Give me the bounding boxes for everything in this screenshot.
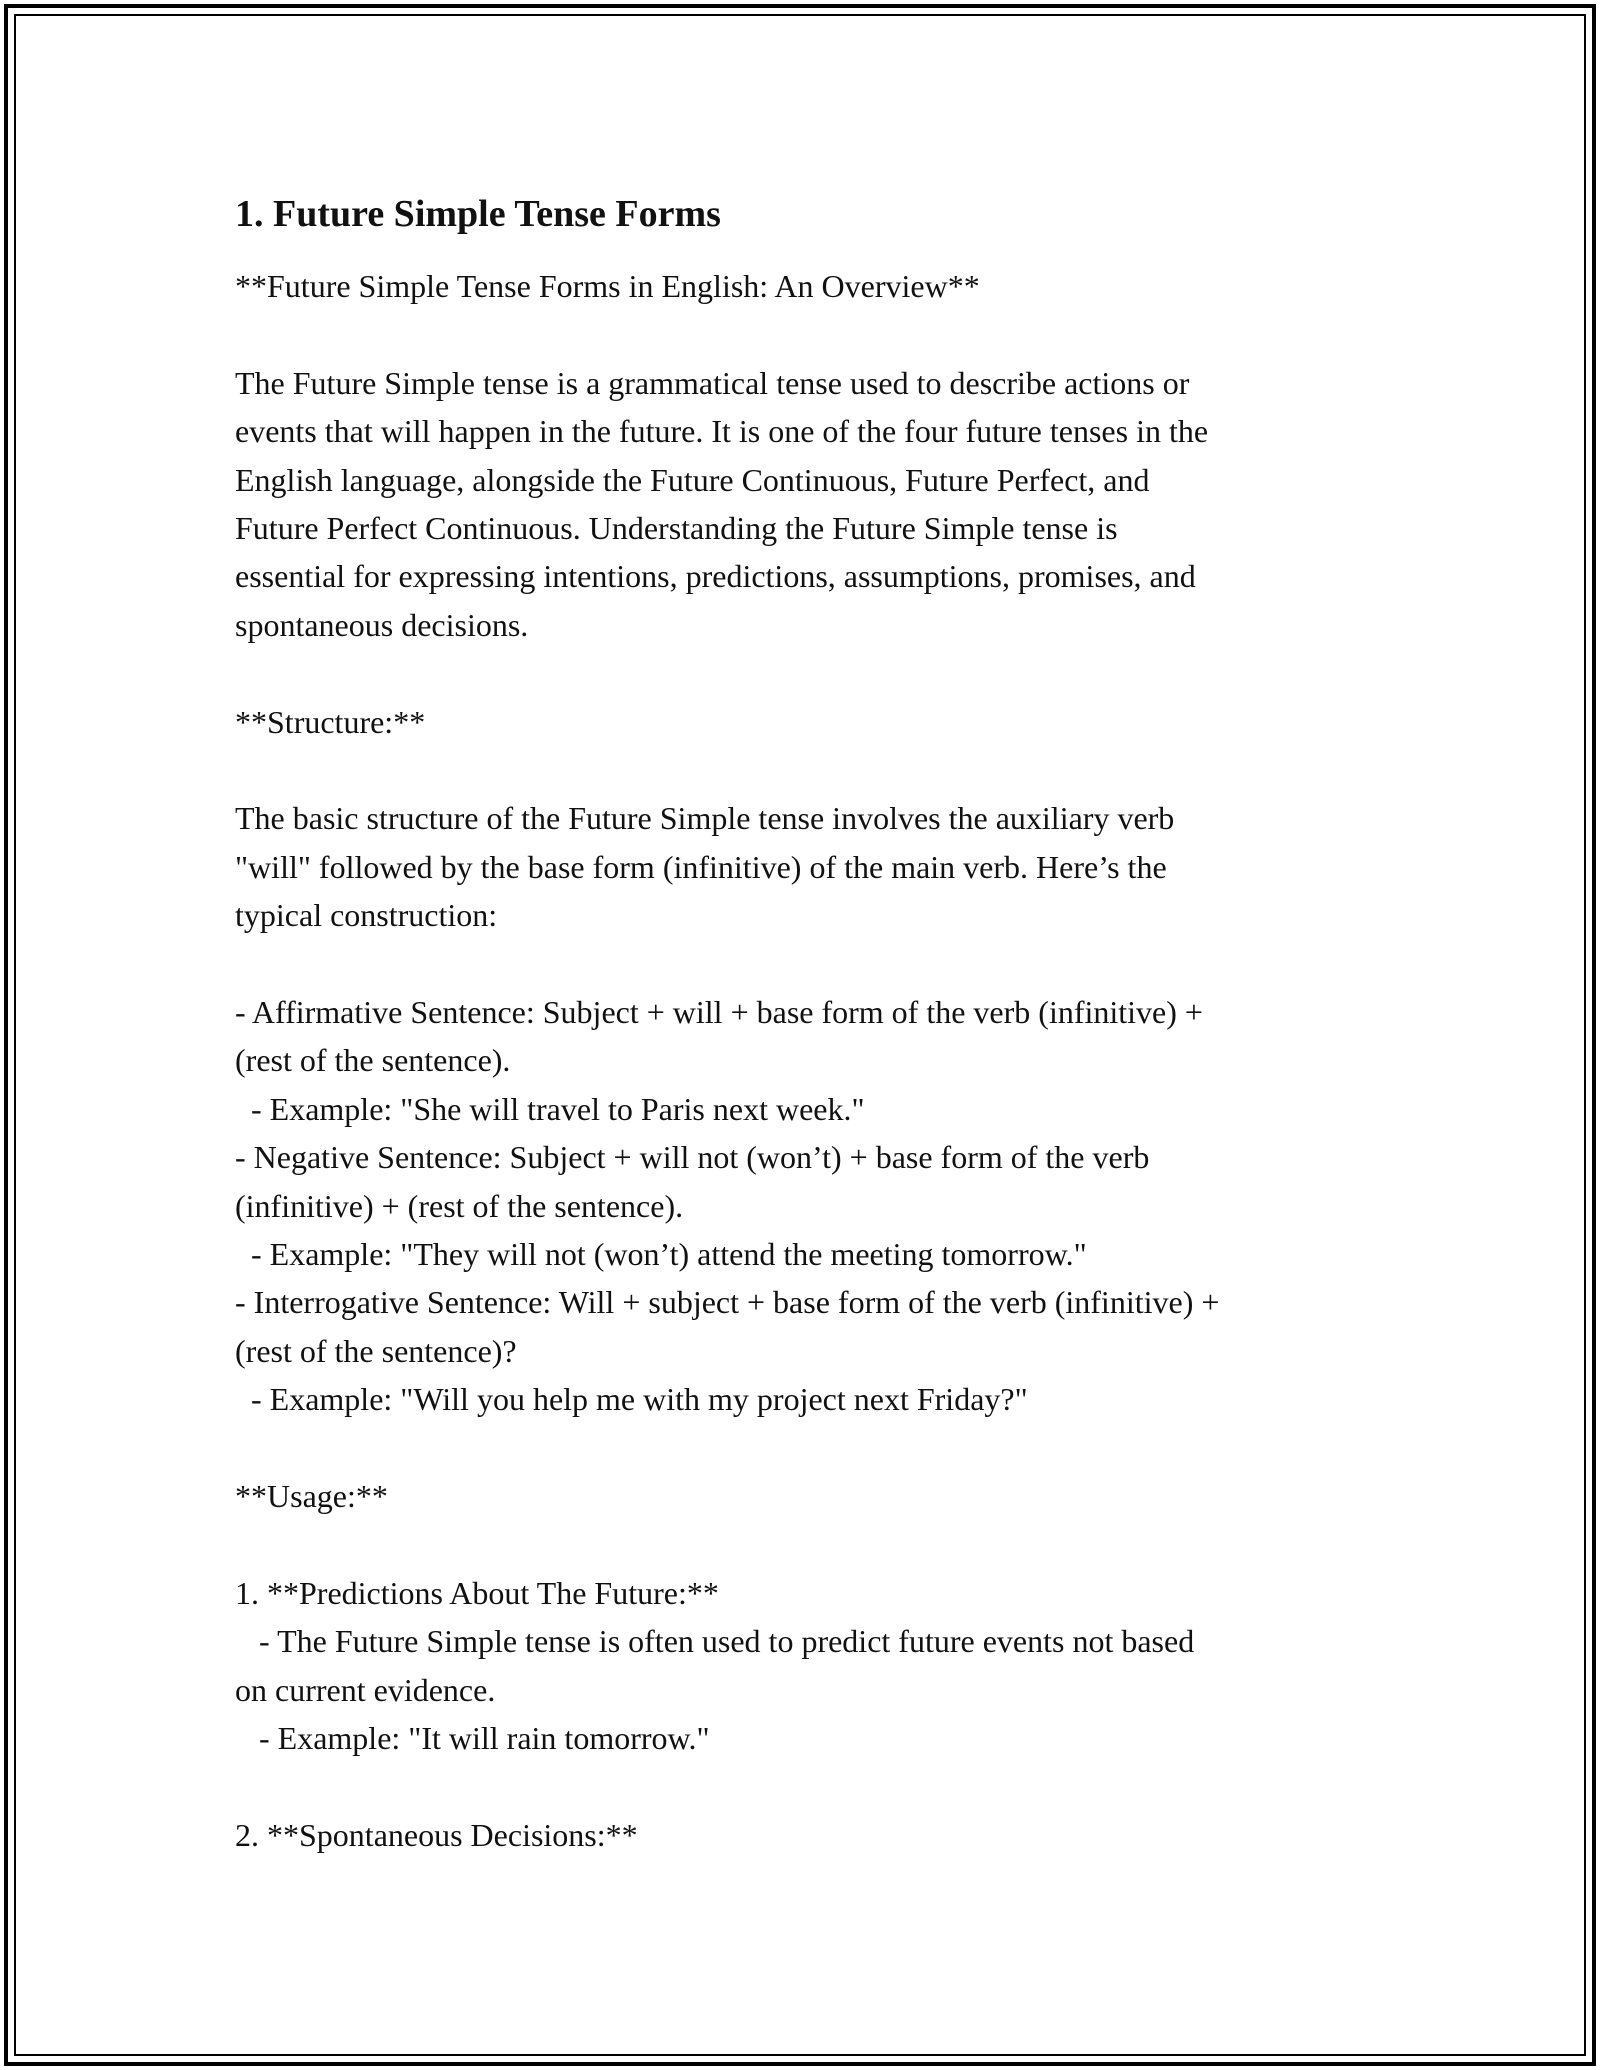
text-line: spontaneous decisions.: [235, 606, 529, 643]
text-line: - Example: "They will not (won’t) attend the meeting tomorrow.": [235, 1236, 1087, 1273]
text-line: [235, 746, 1375, 794]
text-line: [235, 1424, 1375, 1472]
text-line: [235, 1763, 1375, 1811]
text-line: The Future Simple tense is a grammatical tense used to describe actions or: [235, 364, 1190, 401]
text-line: - Example: "Will you help me with my project next Friday?": [235, 1381, 1028, 1418]
text-line: - Negative Sentence: Subject + will not (won’t) + base form of the verb: [235, 1139, 1150, 1176]
text-line: **Usage:**: [235, 1478, 388, 1515]
text-line: **Future Simple Tense Forms in English: An Overview**: [235, 268, 980, 304]
text-line: [235, 310, 1375, 358]
text-line: - The Future Simple tense is often used to predict future events not based: [235, 1623, 1195, 1660]
text-line: events that will happen in the future. It is one of the four future tenses in the: [235, 413, 1209, 450]
text-line: "will" followed by the base form (infinitive) of the main verb. Here’s the: [235, 848, 1167, 885]
text-line: The basic structure of the Future Simple tense involves the auxiliary verb: [235, 800, 1175, 837]
text-line: [235, 649, 1375, 697]
text-line: English language, alongside the Future Continuous, Future Perfect, and: [235, 461, 1150, 498]
text-line: 1. **Predictions About The Future:**: [235, 1574, 719, 1611]
text-line: (rest of the sentence).: [235, 1042, 511, 1079]
text-line: (infinitive) + (rest of the sentence).: [235, 1187, 684, 1224]
text-line: [235, 1520, 1375, 1568]
text-line: [235, 940, 1375, 988]
text-line: - Example: "It will rain tomorrow.": [235, 1720, 710, 1757]
text-line: 2. **Spontaneous Decisions:**: [235, 1816, 638, 1853]
text-line: - Example: "She will travel to Paris next week.": [235, 1090, 865, 1127]
text-line: **Structure:**: [235, 703, 426, 740]
text-line: (rest of the sentence)?: [235, 1332, 517, 1369]
text-line: - Interrogative Sentence: Will + subject + base form of the verb (infinitive) +: [235, 1284, 1220, 1321]
text-line: Future Perfect Continuous. Understanding the Future Simple tense is: [235, 510, 1118, 547]
text-line: - Affirmative Sentence: Subject + will + base form of the verb (infinitive) +: [235, 994, 1203, 1031]
text-line: essential for expressing intentions, predictions, assumptions, promises, and: [235, 558, 1196, 595]
text-line: on current evidence.: [235, 1671, 496, 1708]
text-line: typical construction:: [235, 897, 498, 934]
section-heading: 1. Future Simple Tense Forms: [235, 193, 721, 235]
document-body: [235, 190, 1375, 1859]
